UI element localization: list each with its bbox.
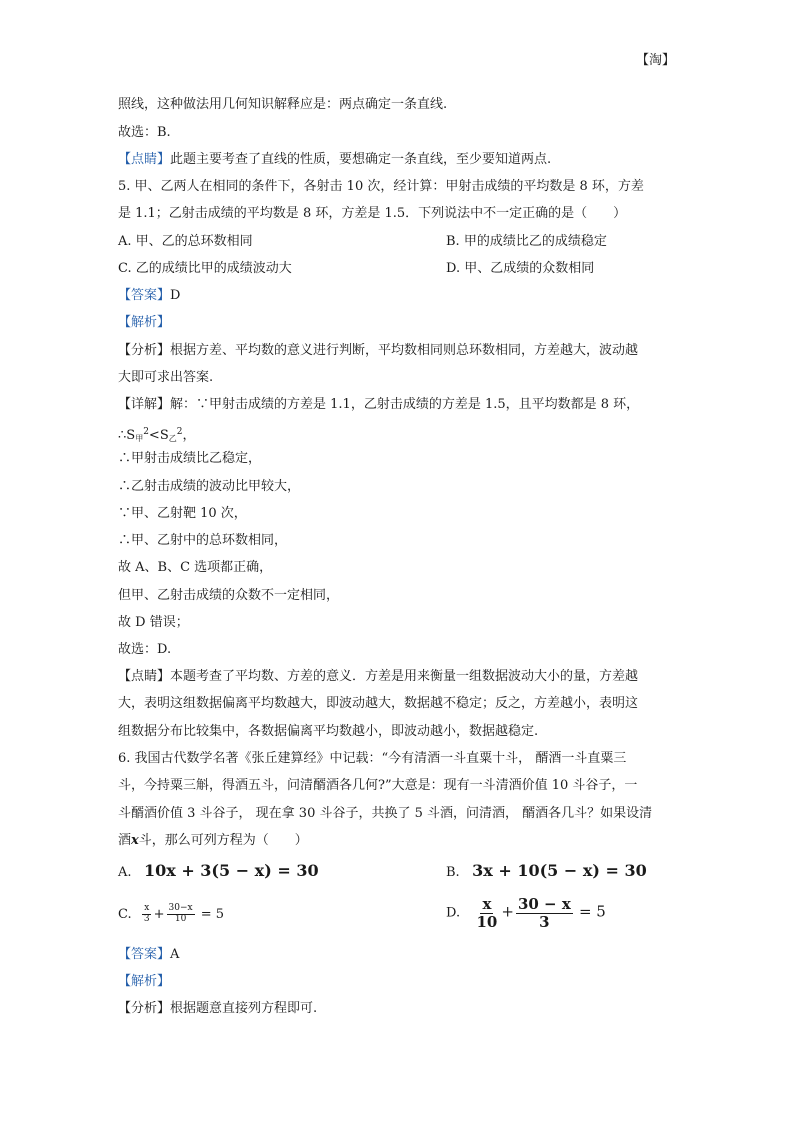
equation-a: 10x + 3(5 − x) = 30: [143, 861, 319, 880]
xiangjie-text: 解：∵甲射击成绩的方差是 1.1，乙射击成绩的方差是 1.5，且平均数都是 8 环，: [170, 397, 640, 412]
q5-option-d: D. 甲、乙成绩的众数相同: [446, 261, 595, 276]
text-line: 故 D 错误；: [118, 615, 189, 630]
analysis-line: [118, 973, 170, 991]
xiangjie-line: [118, 396, 639, 414]
text-line: 故 A、B、C 选项都正确，: [118, 560, 273, 575]
text-line: 照线，这种做法用几何知识解释应是：两点确定一条直线.: [118, 97, 448, 112]
plus-sign: +: [153, 906, 165, 922]
dianjing-tag: 【点睛】: [118, 669, 171, 684]
fenxi-line: [118, 1000, 317, 1018]
option-label: D.: [446, 905, 461, 921]
question-5-line: 5. 甲、乙两人在相同的条件下，各射击 10 次，经计算：甲射击成绩的平均数是 8 环，方差: [118, 179, 644, 194]
answer-value: A: [170, 947, 180, 962]
punct: ，: [182, 428, 196, 443]
q6-option-a: [118, 862, 319, 882]
question-6-line: [118, 832, 308, 850]
q5-option-a: A. 甲、乙的总环数相同: [118, 234, 253, 249]
s-symbol: <S: [148, 428, 169, 443]
text-line: 故选：D.: [118, 642, 172, 657]
answer-line: [118, 946, 179, 964]
option-label: A.: [118, 865, 132, 880]
fraction: [167, 904, 195, 925]
dianjing-line: [118, 668, 638, 686]
text-line: ∵甲、乙射靶 10 次，: [118, 506, 247, 521]
dianjing-text: 本题考查了平均数、方差的意义．方差是用来衡量一组数据波动大小的量，方差越: [170, 669, 639, 684]
answer-value: D: [170, 288, 181, 303]
numerator: x: [482, 895, 492, 913]
denominator: 10: [476, 912, 498, 931]
analysis-tag: 【解析】: [118, 315, 171, 330]
subscript-jia: 甲: [135, 434, 144, 443]
denominator: 3: [539, 912, 550, 931]
fenxi-line: 大即可求出答案.: [118, 370, 214, 385]
text: 酒: [118, 833, 132, 848]
variable-x: x: [131, 833, 139, 848]
denominator: 3: [143, 913, 150, 924]
fraction: [516, 896, 573, 930]
rhs: = 5: [578, 902, 606, 921]
numerator: x: [144, 903, 150, 913]
fenxi-tag: 【分析】: [118, 1001, 171, 1016]
equation-b: 3x + 10(5 − x) = 30: [472, 861, 647, 880]
q6-option-b: [446, 862, 647, 882]
analysis-tag: 【解析】: [118, 974, 171, 989]
dianjing-text: 此题主要考查了直线的性质，要想确定一条直线，至少要知道两点.: [170, 152, 552, 167]
answer-tag: 【答案】: [118, 947, 171, 962]
analysis-line: [118, 314, 170, 332]
fraction: [142, 904, 152, 925]
xiangjie-tag: 【详解】: [118, 397, 171, 412]
corner-tag: 【淘】: [636, 53, 676, 68]
option-label: C.: [118, 906, 132, 922]
q6-option-c: [118, 904, 224, 925]
q5-option-c: C. 乙的成绩比甲的成绩波动大: [118, 261, 292, 276]
text-line: ∴甲、乙射中的总环数相同，: [118, 533, 288, 548]
fraction: [475, 896, 500, 930]
text-line: ∴乙射击成绩的波动比甲较大，: [118, 479, 301, 494]
fenxi-text: 根据题意直接列方程即可.: [170, 1001, 318, 1016]
subscript-yi: 乙: [168, 434, 177, 443]
text-line: ∴甲射击成绩比乙稳定，: [118, 451, 262, 466]
variance-compare-line: [118, 423, 195, 448]
s-symbol: ∴S: [118, 428, 136, 443]
question-6-line: 斗醑酒价值 3 斗谷子， 现在拿 30 斗谷子，共换了 5 斗酒，问清酒， 醑酒各几斗？如果设清: [118, 806, 653, 821]
text-line: 但甲、乙射击成绩的众数不一定相同，: [118, 588, 340, 603]
rhs: = 5: [200, 906, 225, 922]
answer-line: [118, 287, 180, 305]
dianjing-line: 大，表明这组数据偏离平均数越大，即波动越大，数据越不稳定；反之，方差越小，表明这: [118, 696, 639, 711]
text: 斗，那么可列方程为（ ）: [138, 833, 308, 848]
numerator: 30−x: [168, 903, 193, 913]
option-label: B.: [446, 865, 460, 880]
question-6-line: 斗，今持粟三斛，得酒五斗，问清醑酒各几何?”大意是：现有一斗清酒价值 10 斗谷子，一: [118, 778, 638, 793]
fenxi-line: [118, 342, 638, 360]
fenxi-text: 根据方差、平均数的意义进行判断，平均数相同则总环数相同，方差越大，波动越: [170, 343, 639, 358]
q6-option-d: [446, 896, 606, 930]
fenxi-tag: 【分析】: [118, 343, 171, 358]
numerator: 30 − x: [517, 895, 571, 913]
superscript: 2: [143, 427, 149, 437]
dianjing-line: 组数据分布比较集中，各数据偏离平均数越小，即波动越小，数据越稳定.: [118, 724, 539, 739]
plus-sign: +: [501, 902, 514, 921]
superscript: 2: [176, 427, 183, 437]
dianjing-tag: 【点睛】: [118, 152, 171, 167]
answer-tag: 【答案】: [118, 288, 171, 303]
text-line: 故选：B.: [118, 125, 171, 140]
question-5-line: 是 1.1；乙射击成绩的平均数是 8 环，方差是 1.5．下列说法中不一定正确的是（ ）: [118, 206, 627, 221]
question-6-line: 6. 我国古代数学名著《张丘建算经》中记载：“今有清酒一斗直粟十斗， 醑酒一斗直粟三: [118, 751, 627, 766]
dianjing-line: [118, 151, 551, 169]
denominator: 10: [174, 913, 187, 924]
q5-option-b: B. 甲的成绩比乙的成绩稳定: [446, 234, 607, 249]
